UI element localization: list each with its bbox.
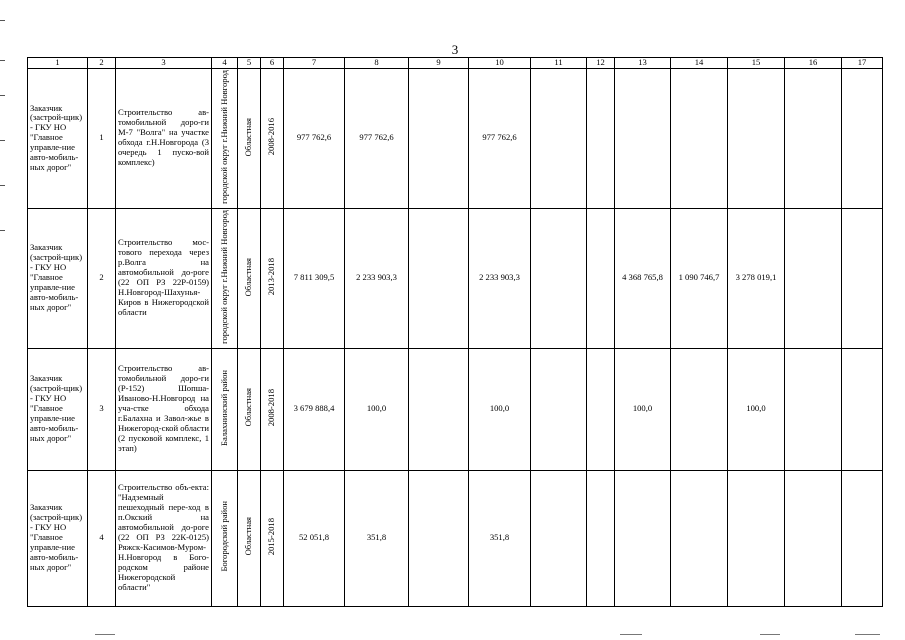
table-row bbox=[28, 208, 883, 348]
value-cell bbox=[842, 69, 883, 209]
budget-cell bbox=[238, 208, 261, 348]
value-cell bbox=[785, 470, 842, 606]
period-text: 2013-2018 bbox=[266, 258, 277, 296]
period-cell bbox=[261, 470, 284, 606]
row-number: 3 bbox=[88, 348, 116, 470]
customer-cell: Заказчик (застрой-щик) - ГКУ НО "Главное управле-ние авто-мобиль-ных дорог" bbox=[28, 470, 88, 606]
left-margin-marks bbox=[0, 20, 6, 280]
customer-cell: Заказчик (застрой-щик) - ГКУ НО "Главное управле-ние авто-мобиль-ных дорог" bbox=[28, 348, 88, 470]
object-name-cell: Строительство объ-екта: "Надземный пешеходный пере-ход в п.Окский на автомобильной до-роге (22 ОП РЗ 22К-0125) Ряжск-Касимов-Муром-Н.Новгород в Бого-родском районе Нижегородской области" bbox=[116, 470, 212, 606]
value-cell: 2 233 903,3 bbox=[345, 208, 409, 348]
value-cell bbox=[728, 69, 785, 209]
value-cell bbox=[842, 470, 883, 606]
investment-table bbox=[27, 57, 883, 607]
col-header: 15 bbox=[728, 58, 785, 69]
budget-cell bbox=[238, 470, 261, 606]
row-number: 1 bbox=[88, 69, 116, 209]
value-cell bbox=[671, 69, 728, 209]
value-cell bbox=[587, 348, 615, 470]
value-cell bbox=[785, 208, 842, 348]
value-cell bbox=[587, 208, 615, 348]
value-cell bbox=[785, 348, 842, 470]
value-cell bbox=[409, 208, 469, 348]
row-number: 4 bbox=[88, 470, 116, 606]
col-header: 6 bbox=[261, 58, 284, 69]
budget-cell bbox=[238, 348, 261, 470]
value-cell bbox=[615, 69, 671, 209]
period-cell bbox=[261, 208, 284, 348]
territory-text: Богородский район bbox=[218, 501, 229, 572]
value-cell bbox=[531, 348, 587, 470]
budget-text: Областная bbox=[243, 517, 254, 556]
budget-text: Областная bbox=[243, 117, 254, 157]
value-cell bbox=[785, 69, 842, 209]
col-header: 1 bbox=[28, 58, 88, 69]
col-header: 4 bbox=[212, 58, 238, 69]
col-header: 2 bbox=[88, 58, 116, 69]
customer-cell: Заказчик (застрой-щик) - ГКУ НО "Главное управле-ние авто-мобиль-ных дорог" bbox=[28, 69, 88, 209]
territory-cell bbox=[212, 208, 238, 348]
table-row bbox=[28, 69, 883, 209]
value-cell bbox=[728, 470, 785, 606]
value-cell: 3 679 888,4 bbox=[284, 348, 345, 470]
value-cell bbox=[842, 208, 883, 348]
value-cell: 52 051,8 bbox=[284, 470, 345, 606]
row-number: 2 bbox=[88, 208, 116, 348]
value-cell: 100,0 bbox=[345, 348, 409, 470]
budget-cell bbox=[238, 69, 261, 209]
col-header: 13 bbox=[615, 58, 671, 69]
value-cell bbox=[587, 69, 615, 209]
object-name-cell: Строительство ав-томобильной доро-ги (Р-152) Шопша-Иваново-Н.Новгород на уча-стке обхода г.Балахна и Завол-жье в Нижегород-ской области (2 пусковой комплекс, 1 этап) bbox=[116, 348, 212, 470]
territory-cell bbox=[212, 470, 238, 606]
territory-text: городской округ г.Нижний Новгород bbox=[218, 209, 229, 344]
col-header: 11 bbox=[531, 58, 587, 69]
table-row bbox=[28, 348, 883, 470]
page-number: 3 bbox=[451, 42, 459, 57]
territory-cell bbox=[212, 348, 238, 470]
col-header: 12 bbox=[587, 58, 615, 69]
col-header: 8 bbox=[345, 58, 409, 69]
value-cell bbox=[671, 348, 728, 470]
value-cell: 1 090 746,7 bbox=[671, 208, 728, 348]
value-cell bbox=[531, 470, 587, 606]
object-name-cell: Строительство ав-томобильной доро-ги М-7 "Волга" на участке обхода г.Н.Новгорода (3 очередь 1 пуско-вой комплекс) bbox=[116, 69, 212, 209]
value-cell bbox=[671, 470, 728, 606]
value-cell: 351,8 bbox=[345, 470, 409, 606]
col-header: 3 bbox=[116, 58, 212, 69]
value-cell: 100,0 bbox=[469, 348, 531, 470]
value-cell: 977 762,6 bbox=[284, 69, 345, 209]
value-cell: 351,8 bbox=[469, 470, 531, 606]
value-cell bbox=[409, 69, 469, 209]
value-cell: 2 233 903,3 bbox=[469, 208, 531, 348]
territory-cell bbox=[212, 69, 238, 209]
value-cell bbox=[531, 208, 587, 348]
period-text: 2008-2016 bbox=[266, 118, 277, 156]
value-cell bbox=[842, 348, 883, 470]
value-cell: 100,0 bbox=[728, 348, 785, 470]
value-cell bbox=[615, 470, 671, 606]
value-cell: 7 811 309,5 bbox=[284, 208, 345, 348]
territory-text: городской округ г.Нижний Новгород bbox=[218, 70, 229, 204]
header-row bbox=[28, 58, 883, 69]
col-header: 17 bbox=[842, 58, 883, 69]
customer-cell: Заказчик (застрой-щик) - ГКУ НО "Главное управле-ние авто-мобиль-ных дорог" bbox=[28, 208, 88, 348]
value-cell bbox=[531, 69, 587, 209]
value-cell bbox=[409, 470, 469, 606]
period-cell bbox=[261, 348, 284, 470]
value-cell: 4 368 765,8 bbox=[615, 208, 671, 348]
budget-text: Областная bbox=[243, 388, 254, 427]
budget-text: Областная bbox=[243, 257, 254, 296]
object-name-cell: Строительство мос-тового перехода через р.Волга на автомобильной до-роге (22 ОП РЗ 22Р-0159) Н.Новгород-Шахунья-Киров в Нижегородской области bbox=[116, 208, 212, 348]
territory-text: Балахнинский район bbox=[218, 369, 229, 446]
period-text: 2015-2018 bbox=[266, 517, 277, 556]
col-header: 5 bbox=[238, 58, 261, 69]
value-cell: 977 762,6 bbox=[469, 69, 531, 209]
col-header: 16 bbox=[785, 58, 842, 69]
value-cell bbox=[587, 470, 615, 606]
period-text: 2008-2018 bbox=[266, 388, 277, 427]
col-header: 10 bbox=[469, 58, 531, 69]
col-header: 14 bbox=[671, 58, 728, 69]
value-cell: 3 278 019,1 bbox=[728, 208, 785, 348]
value-cell: 977 762,6 bbox=[345, 69, 409, 209]
period-cell bbox=[261, 69, 284, 209]
value-cell: 100,0 bbox=[615, 348, 671, 470]
value-cell bbox=[409, 348, 469, 470]
table-row bbox=[28, 470, 883, 606]
col-header: 7 bbox=[284, 58, 345, 69]
col-header: 9 bbox=[409, 58, 469, 69]
